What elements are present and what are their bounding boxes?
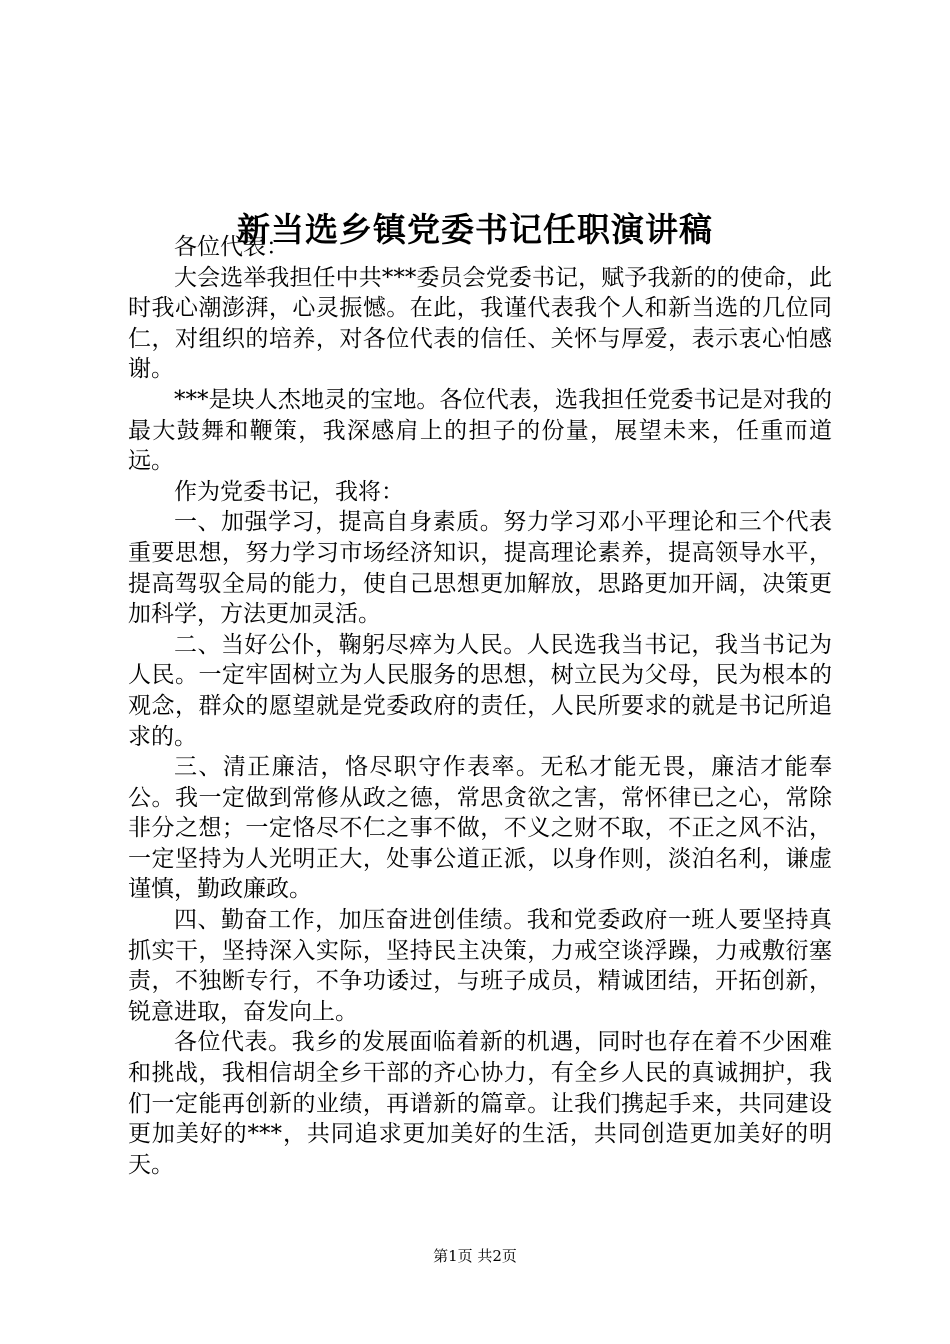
paragraph-introduction: 大会选举我担任中共***委员会党委书记，赋予我新的的使命，此时我心潮澎湃，心灵振憾。在此，我谨代表我个人和新当选的几位同仁，对组织的培养，对各位代表的信任、关怀与厚爱，表示衷心怕感谢。 [128,264,832,383]
document-body [128,232,832,1180]
paragraph-point-three: 三、清正廉洁，恪尽职守作表率。无私才能无畏，廉洁才能奉公。我一定做到常修从政之德，常思贪欲之害，常怀律已之心，常除非分之想；一定恪尽不仁之事不做，不义之财不取，不正之风不沾，一定坚持为人光明正大，处事公道正派，以身作则，淡泊名利，谦虚谨慎，勤政廉政。 [128,754,832,903]
paragraph-commitment-intro: 作为党委书记，我将： [174,478,404,505]
paragraph-point-one: 一、加强学习，提高自身素质。努力学习邓小平理论和三个代表重要思想，努力学习市场经济知识，提高理论素养，提高领导水平，提高驾驭全局的能力，使自己思想更加解放，思路更加开阔，决策更加科学，方法更加灵活。 [128,509,832,628]
paragraph-point-four: 四、勤奋工作，加压奋进创佳绩。我和党委政府一班人要坚持真抓实干，坚持深入实际，坚持民主决策，力戒空谈浮躁，力戒敷衍塞责，不独断专行，不争功诿过，与班子成员，精诚团结，开拓创新，锐意进取，奋发向上。 [128,907,832,1025]
page-number-footer: 第1页 共2页 [433,1247,517,1265]
paragraph-location: ***是块人杰地灵的宝地。各位代表，选我担任党委书记是对我的最大鼓舞和鞭策，我深感肩上的担子的份量，展望未来，任重而道远。 [128,386,832,475]
paragraph-greeting: 各位代表： [174,234,289,260]
paragraph-point-two: 二、当好公仆，鞠躬尽瘁为人民。人民选我当书记，我当书记为人民。一定牢固树立为人民服务的思想，树立民为父母，民为根本的观念，群众的愿望就是党委政府的责任，人民所要求的就是书记所追求的。 [128,631,832,750]
document-title: 新当选乡镇党委书记任职演讲稿 [237,210,713,250]
paragraph-closing: 各位代表。我乡的发展面临着新的机遇，同时也存在着不少困难和挑战，我相信胡全乡干部的齐心协力，有全乡人民的真诚拥护，我们一定能再创新的业绩，再谱新的篇章。让我们携起手来，共同建设更加美好的***，共同追求更加美好的生活，共同创造更加美好的明天。 [128,1029,832,1178]
